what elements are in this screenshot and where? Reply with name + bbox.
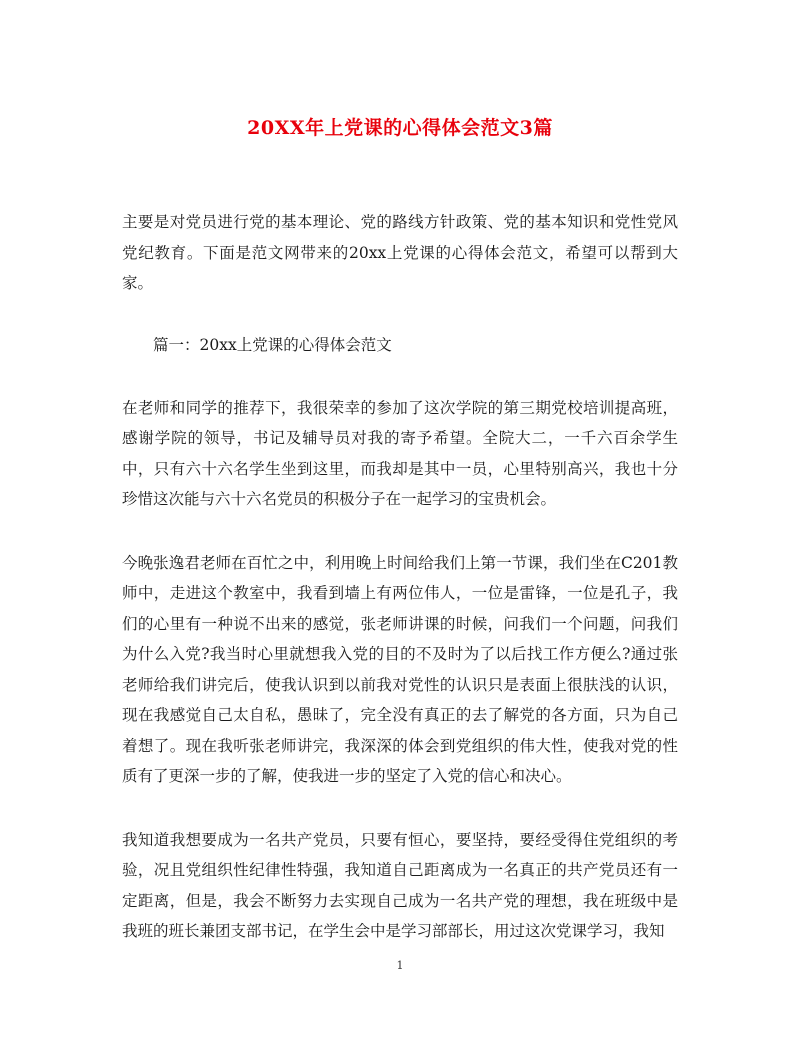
intro-paragraph: 主要是对党员进行党的基本理论、党的路线方针政策、党的基本知识和党性党风党纪教育。下面是范文网带来的20xx上党课的心得体会范文，希望可以帮到大家。 bbox=[122, 213, 678, 292]
body-paragraph-2: 今晚张逸君老师在百忙之中，利用晚上时间给我们上第一节课，我们坐在C201教师中，走进这个教室中，我看到墙上有两位伟人，一位是雷锋，一位是孔子，我们的心里有一种说不出来的感觉，张老师讲课的时候，问我们一个问题，问我们为什么入党?我当时心里就想我入党的目的不及时为了以后找工作方便么?通过张老师给我们讲完后，使我认识到以前我对党性的认识只是表面上很肤浅的认识，现在我感觉自己太自私，愚昧了，完全没有真正的去了解党的各方面，只为自己着想了。现在我听张老师讲完，我深深的体会到党组织的伟大性，使我对党的性质有了更深一步的了解，使我进一步的坚定了入党的信心和决心。 bbox=[122, 553, 678, 785]
spacer bbox=[122, 299, 678, 330]
spacer bbox=[122, 792, 678, 825]
page-number: 1 bbox=[396, 959, 404, 972]
document-body bbox=[122, 207, 678, 947]
spacer bbox=[122, 360, 678, 393]
document-title: 20XX年上党课的心得体会范文3篇 bbox=[247, 117, 553, 139]
section-heading: 篇一：20xx上党课的心得体会范文 bbox=[153, 335, 392, 354]
spacer bbox=[122, 515, 678, 548]
body-paragraph-1: 在老师和同学的推荐下，我很荣幸的参加了这次学院的第三期党校培训提高班，感谢学院的领导，书记及辅导员对我的寄予希望。全院大二，一千六百余学生中，只有六十六名学生坐到这里，而我却是其中一员，心里特别高兴，我也十分珍惜这次能与六十六名党员的积极分子在一起学习的宝贵机会。 bbox=[122, 398, 678, 508]
body-paragraph-3: 我知道我想要成为一名共产党员，只要有恒心，要坚持，要经受得住党组织的考验，况且党组织性纪律性特强，我知道自己距离成为一名真正的共产党员还有一定距离，但是，我会不断努力去实现自己成为一名共产党的理想，我在班级中是我班的班长兼团支部书记，在学生会中是学习部部长，用过这次党课学习，我知 bbox=[122, 830, 678, 940]
